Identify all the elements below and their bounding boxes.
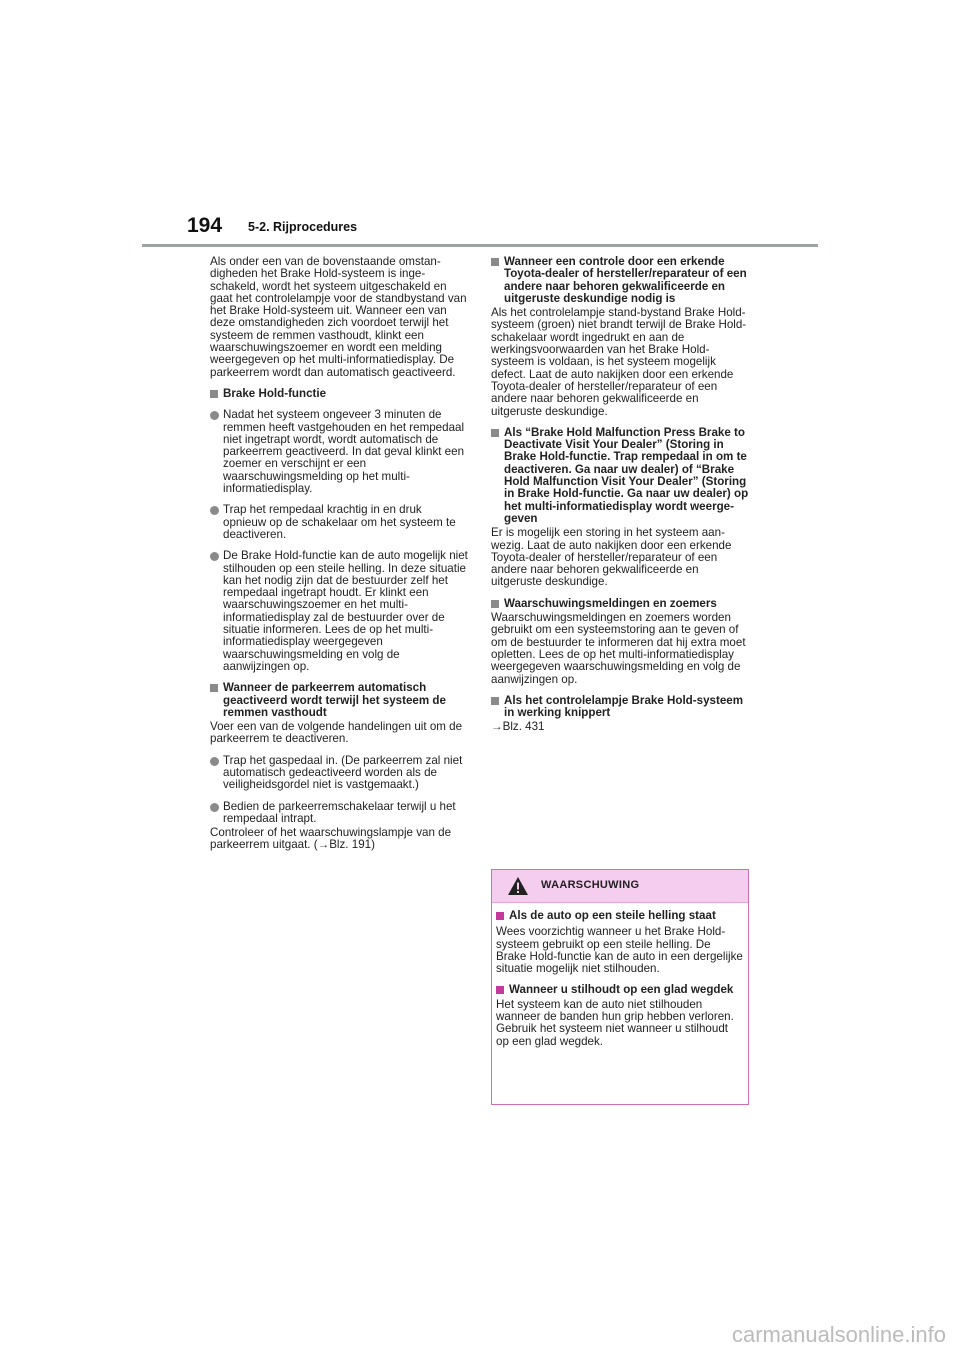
header-rule [142,244,818,247]
page-reference: →Blz. 431 [491,720,545,734]
warning-box [491,869,749,1105]
circle-bullet-icon [210,757,219,766]
paragraph: Wees voorzichtig wanneer u het Brake Hold-systeem gebruikt op een steile helling. De Brake Hold-functie kan de auto in een dergelijke situatie mogelijk niet stilhouden. [496,925,743,976]
square-bullet-icon [491,429,499,437]
warning-heading-slippery-road [496,984,744,996]
bullet-text: Nadat het systeem ongeveer 3 minuten de remmen heeft vastgehouden en het rempedaal niet ingetrapt wordt, wordt automatisch de parkeerrem geactiveerd. In dat geval klinkt een zoemer en verschijnt er een waarschuwingsmelding op het multi-informatiedisplay. [223,408,465,496]
bullet-text: Trap het rempedaal krachtig in en druk opnieuw op de schakelaar om het systeem te deactiveren. [223,503,456,541]
bullet-item [210,504,468,541]
left-column [210,256,468,861]
heading-text: Als “Brake Hold Malfunction Press Brake to Deactivate Visit Your Dealer” (Storing in Brake Hold-functie. Trap rempedaal in om te deactiveren. Ga naar uw dealer) of “Brake Hold Malfunction Visit Your Dealer” (Storing in Brake Hold-functie. Ga naar uw dealer) op het multi-informatiedisplay wordt weergegeven [504,425,749,525]
warning-heading-steep-slope [496,910,744,922]
paragraph: Waarschuwingsmeldingen en zoemers worden gebruikt om een systeemstoring aan te geven of om de bestuurder te informeren dat hij extra moet opletten. Lees de op het multi-informatiedisplay weergegeven waarschuwingsmelding en volg de aanwijzingen op. [491,611,746,686]
heading-text: Wanneer de parkeerrem automatisch geactiveerd wordt terwijl het systeem de remmen vasthoudt [223,681,446,719]
bullet-item [210,755,468,792]
heading-text: Als de auto op een steile helling staat [509,909,716,922]
warning-header [492,870,748,903]
square-bullet-icon [210,684,218,692]
circle-bullet-icon [210,552,219,561]
bullet-text: De Brake Hold-functie kan de auto mogelijk niet stilhouden op een steile helling. In deze situatie kan het nodig zijn dat de bestuurder zelf het rempedaal ingetrapt houdt. Er klinkt een waarschuwingszoemer en het multi-informatiedisplay zal de bestuurder over de situatie informeren. Lees de op het multi-informatiedisplay weergegeven waarschuwingsmelding en volg de aanwijzingen op. [223,549,468,673]
square-bullet-icon [210,390,218,398]
paragraph: Als het controlelampje stand-bystand Brake Hold-systeem (groen) niet brandt terwijl de Brake Hold-schakelaar wordt ingedrukt en aan de werkingsvoorwaarden van het Brake Hold-systeem is voldaan, is het systeem mogelijk defect. Laat de auto nakijken door een erkende Toyota-dealer of hersteller/reparateur of een andere naar behoren gekwalificeerde en uitgeruste deskundige. [491,306,747,418]
square-bullet-icon [491,697,499,705]
bullet-item [210,409,468,495]
paragraph: Controleer of het waarschuwingslampje van de parkeerrem uitgaat. (→Blz. 191) [210,826,452,852]
bullet-text: Bedien de parkeerremschakelaar terwijl u het rempedaal intrapt. [223,799,456,825]
heading-dealer-check [491,256,749,305]
bullet-text: Trap het gaspedaal in. (De parkeerrem zal niet automatisch gedeactiveerd worden als de veiligheidsgordel niet is vastgemaakt.) [223,753,463,792]
heading-text: Waarschuwingsmeldingen en zoemers [504,596,717,610]
square-bullet-icon [496,986,504,994]
heading-text: Wanneer een controle door een erkende Toyota-dealer of hersteller/reparateur of een andere naar behoren gekwalificeerde en uitgeruste deskundige nodig is [504,255,747,305]
watermark: carmanualsonline.info [731,1322,946,1347]
heading-indicator-flashing [491,695,749,720]
heading-malfunction-message [491,427,749,525]
section-title: 5-2. Rijprocedures [248,220,358,234]
paragraph: Het systeem kan de auto niet stilhouden wanneer de banden hun grip hebben verloren. Gebruik het systeem niet wanneer u stilhoudt op een glad wegdek. [496,997,734,1048]
heading-text: Als het controlelampje Brake Hold-systeem in werking knippert [504,693,744,720]
heading-warnings-buzzers [491,598,749,610]
intro-paragraph: Als onder een van de bovenstaande omstandigheden het Brake Hold-systeem is ingeschakeld, wordt het systeem uitgeschakeld en gaat het controlelampje voor de standbystand van het Brake Hold-systeem uit. Wanneer een van deze omstandigheden zich voordoet terwijl het systeem de remmen vasthoudt, klinkt een waarschuwingszoemer en wordt een melding weergegeven op het multi-informatiedisplay. De parkeerrem wordt dan automatisch geactiveerd. [210,255,467,379]
warning-title: WAARSCHUWING [541,879,640,891]
paragraph: Voer een van de volgende handelingen uit om de parkeerrem te deactiveren. [210,720,463,746]
bullet-item [210,801,468,826]
square-bullet-icon [491,600,499,608]
warning-triangle-icon [507,876,529,896]
warning-body [492,903,748,1048]
square-bullet-icon [491,258,499,266]
heading-brake-hold-function [210,388,468,400]
heading-text: Brake Hold-functie [223,386,327,400]
circle-bullet-icon [210,411,219,420]
heading-parking-brake-auto [210,682,468,719]
heading-text: Wanneer u stilhoudt op een glad wegdek [509,983,734,997]
circle-bullet-icon [210,506,219,515]
paragraph: Er is mogelijk een storing in het systeem aanwezig. Laat de auto nakijken door een erkende Toyota-dealer of hersteller/reparateur of een andere naar behoren gekwalificeerde en uitgeruste deskundige. [491,526,732,589]
page-number: 194 [187,214,223,237]
bullet-item [210,550,468,673]
right-column [491,256,749,743]
square-bullet-icon [496,912,504,920]
circle-bullet-icon [210,803,219,812]
